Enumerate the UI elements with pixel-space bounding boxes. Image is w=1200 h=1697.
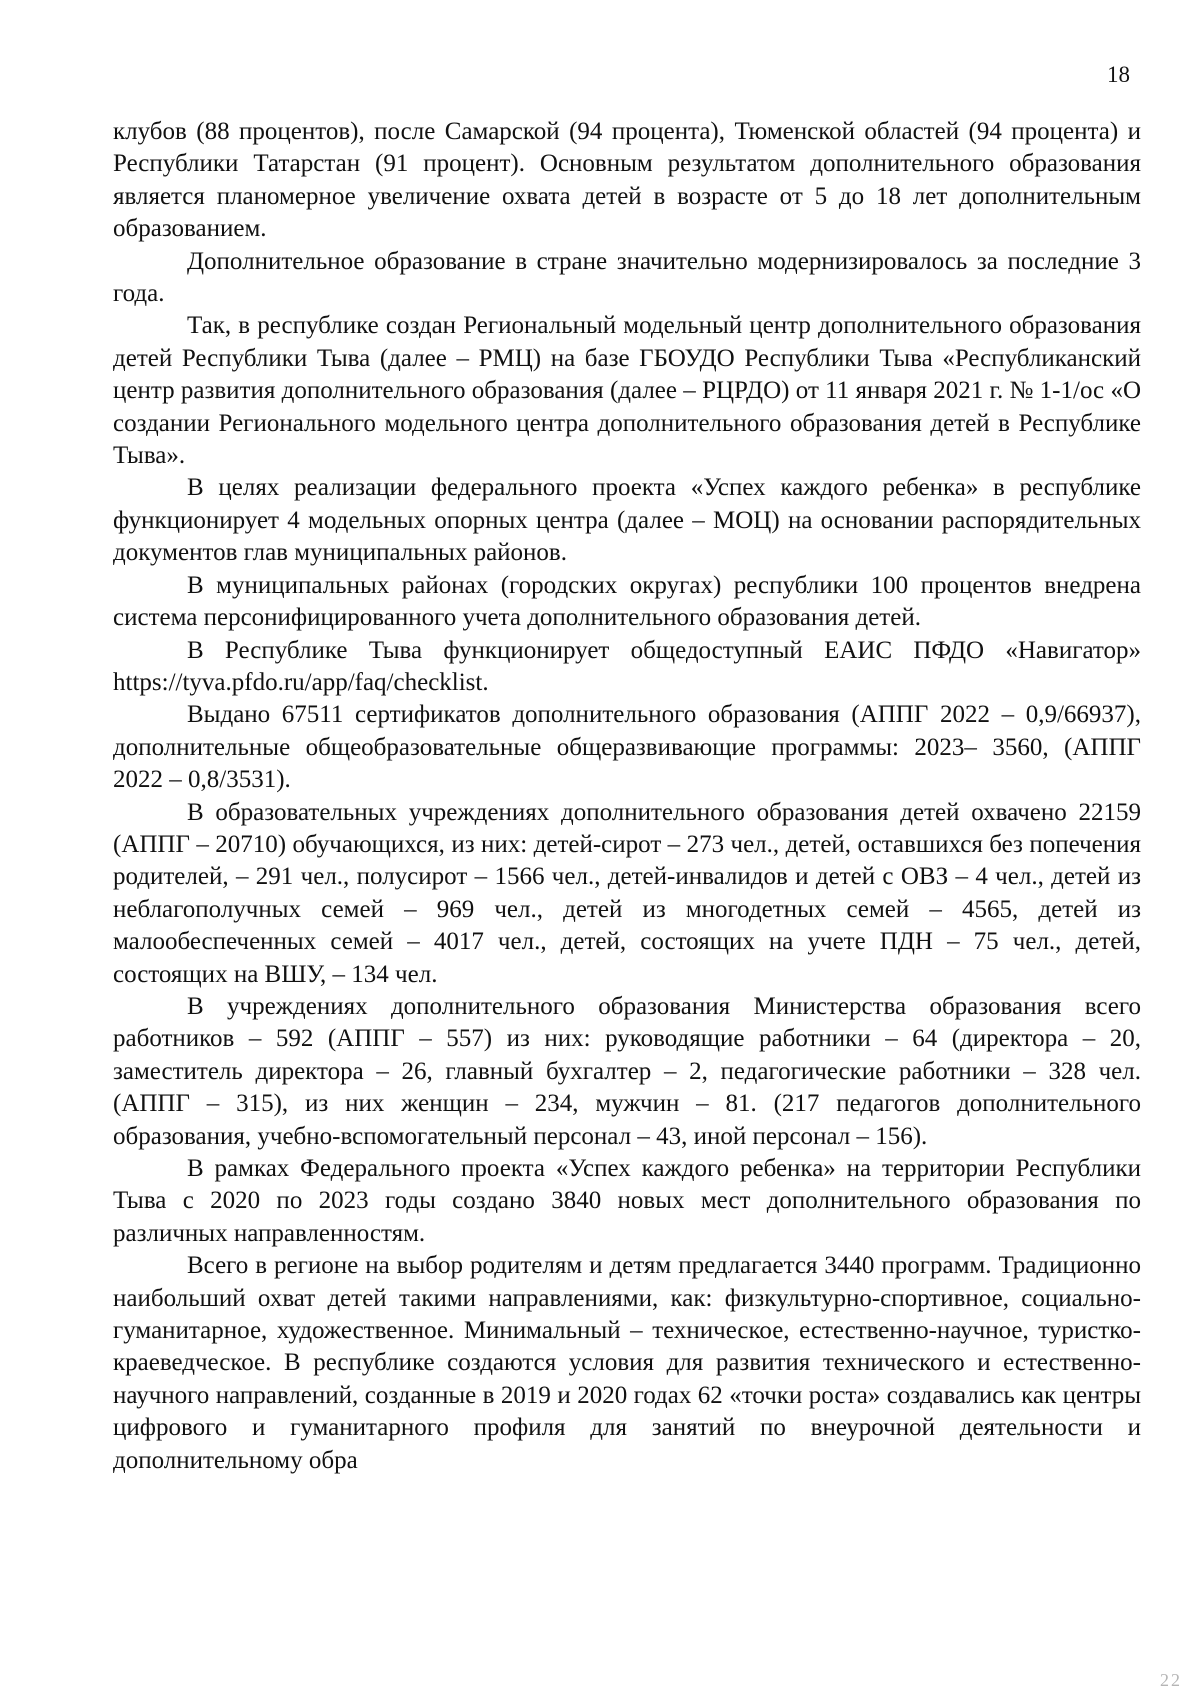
paragraph-programs: Всего в регионе на выбор родителям и детям предлагается 3440 программ. Традиционно наибольший охват детей такими направлениями, как: физкультурно-спортивное, социально-гуманитарное, художественное. Минимальный – техническое, естественно-научное, туристко-краеведческое. В республике создаются условия для развития технического и естественно-научного направлений, созданные в 2019 и 2020 годах 62 «точки роста» создавались как центры цифрового и гуманитарного профиля для занятий по внеурочной деятельности и дополнительному обра bbox=[113, 1252, 1141, 1474]
paragraph-continuation: клубов (88 процентов), после Самарской (94 процента), Тюменской областей (94 процента) и Республики Татарстан (91 процент). Основным результатом дополнительного образования является планомерное увеличение охвата детей в возрасте от 5 до 18 лет дополнительным образованием. bbox=[113, 118, 1141, 243]
paragraph-navigator: В Республике Тыва функционирует общедоступный ЕАИС ПФДО «Навигатор» https://tyva.pfdo.ru/app/faq/checklist. bbox=[113, 636, 1141, 696]
paragraph-modernization: Дополнительное образование в стране значительно модернизировалось за последние 3 года. bbox=[113, 247, 1141, 308]
paragraph-students-coverage: В образовательных учреждениях дополнительного образования детей охвачено 22159 (АППГ – 20710) обучающихся, из них: детей-сирот – 273 чел., детей, оставшихся без попечения родителей, – 291 чел., полусирот – 1566 чел., детей-инвалидов и детей с ОВЗ – 4 чел., детей из неблагополучных семей – 969 чел., детей из многодетных семей – 4565, детей из малообеспеченных семей – 4017 чел., детей, состоящих на учете ПДН – 75 чел., детей, состоящих на ВШУ, – 134 чел. bbox=[113, 798, 1141, 988]
paragraph-rmc: Так, в республике создан Региональный модельный центр дополнительного образования детей Республики Тыва (далее – РМЦ) на базе ГБОУДО Республики Тыва «Республиканский центр развития дополнительного образования (далее – РЦРДО) от 11 января 2021 г. № 1-1/ос «О создании Регионального модельного центра дополнительного образования детей в Республике Тыва». bbox=[113, 312, 1141, 470]
paragraph-personified-accounting: В муниципальных районах (городских округах) республики 100 процентов внедрена система персонифицированного учета дополнительного образования детей. bbox=[113, 571, 1141, 632]
corner-mark: 22 bbox=[1160, 1670, 1182, 1690]
paragraph-moc: В целях реализации федерального проекта «Успех каждого ребенка» в республике функционирует 4 модельных опорных центра (далее – МОЦ) на основании распорядительных документов глав муниципальных районов. bbox=[113, 474, 1141, 567]
page-number: 18 bbox=[1107, 62, 1130, 87]
paragraph-certificates: Выдано 67511 сертификатов дополнительного образования (АППГ 2022 – 0,9/66937), дополнительные общеобразовательные общеразвивающие программы: 2023– 3560, (АППГ 2022 – 0,8/3531). bbox=[113, 701, 1141, 794]
paragraph-new-places: В рамках Федерального проекта «Успех каждого ребенка» на территории Республики Тыва с 2020 по 2023 годы создано 3840 новых мест дополнительного образования по различных направленностям. bbox=[113, 1155, 1141, 1247]
paragraph-staff: В учреждениях дополнительного образования Министерства образования всего работников – 592 (АППГ – 557) из них: руководящие работники – 64 (директора – 20, заместитель директора – 26, главный бухгалтер – 2, педагогические работники – 328 чел. (АППГ – 315), из них женщин – 234, мужчин – 81. (217 педагогов дополнительного образования, учебно-вспомогательный персонал – 43, иной персонал – 156). bbox=[113, 992, 1141, 1150]
document-body bbox=[113, 116, 1141, 1477]
